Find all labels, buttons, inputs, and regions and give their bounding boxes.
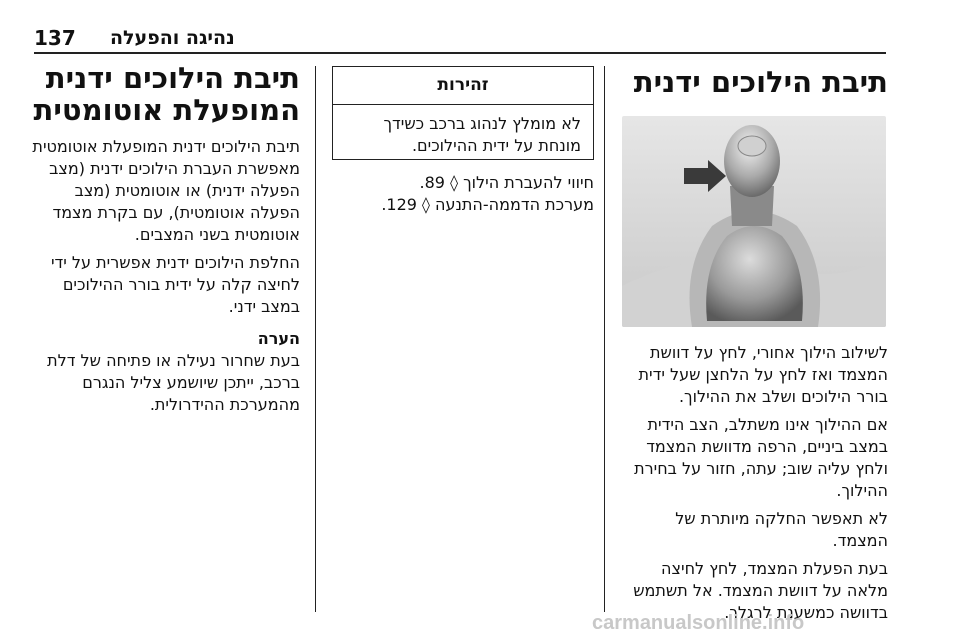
paragraph: אם ההילוך אינו משתלב, הצב הידית במצב ביניים, הרפה מדוושת המצמד ולחץ עליה שוב; עתה, חזור על בחירת ההילוך. xyxy=(634,415,888,500)
page-header xyxy=(20,26,888,48)
left-column-title-line2: המופעלת אוטומטית xyxy=(33,93,300,127)
paragraph: בעת הפעלת המצמד, לחץ לחיצה מלאה על דוושת המצמד. אל תשתמש בדוושה כמשענת לרגלך. xyxy=(633,559,888,622)
page-number: 137 xyxy=(34,26,76,50)
caution-text: לא מומלץ לנהוג ברכב כשידך מונחת על ידית ההילוכים. xyxy=(383,114,581,155)
gear-shifter-photo xyxy=(622,116,886,327)
paragraph: לשילוב הילוך אחורי, לחץ על דוושת המצמד ואז לחץ על הלחצן שעל ידית בורר הילוכים ושלב את ההילוך. xyxy=(638,343,888,406)
caution-title: זהירות xyxy=(333,67,593,105)
cross-reference-stop-start: מערכת הדממה-התנעה ◊ 129. xyxy=(381,195,594,214)
column-divider-left xyxy=(315,66,316,612)
left-column xyxy=(20,62,300,416)
right-column xyxy=(618,66,888,98)
note-title: הערה xyxy=(257,329,300,348)
paragraph: החלפת הילוכים ידנית אפשרית על ידי לחיצה קלה על ידית בורר ההילוכים במצב ידני. xyxy=(50,253,300,316)
watermark: carmanualsonline.info xyxy=(592,612,805,634)
note-text: בעת שחרור נעילה או פתיחה של דלת ברכב, ייתכן שיושמע צליל הנגרם מהמערכת ההידרולית. xyxy=(47,351,300,414)
header-rule xyxy=(34,52,886,54)
right-column-title: תיבת הילוכים ידנית xyxy=(633,65,888,99)
gear-shifter-illustration xyxy=(622,116,886,327)
left-column-title-line1: תיבת הילוכים ידנית xyxy=(45,61,300,95)
column-divider-right xyxy=(604,66,605,612)
right-column-body xyxy=(618,342,888,624)
caution-box xyxy=(332,66,594,160)
paragraph: לא תאפשר החלקה מיותרת של המצמד. xyxy=(675,509,888,550)
paragraph: תיבת הילוכים ידנית המופעלת אוטומטית מאפשרת העברת הילוכים ידנית (מצב הפעלה ידנית) או אוטומטית (מצב הפעלה אוטומטית), עם בקרת מצמד אוטומטית בשני המצבים. xyxy=(32,137,300,244)
cross-reference-shift-indicator: חיווי להעברת הילוך ◊ 89. xyxy=(419,173,594,192)
section-title: נהיגה והפעלה xyxy=(110,27,235,49)
